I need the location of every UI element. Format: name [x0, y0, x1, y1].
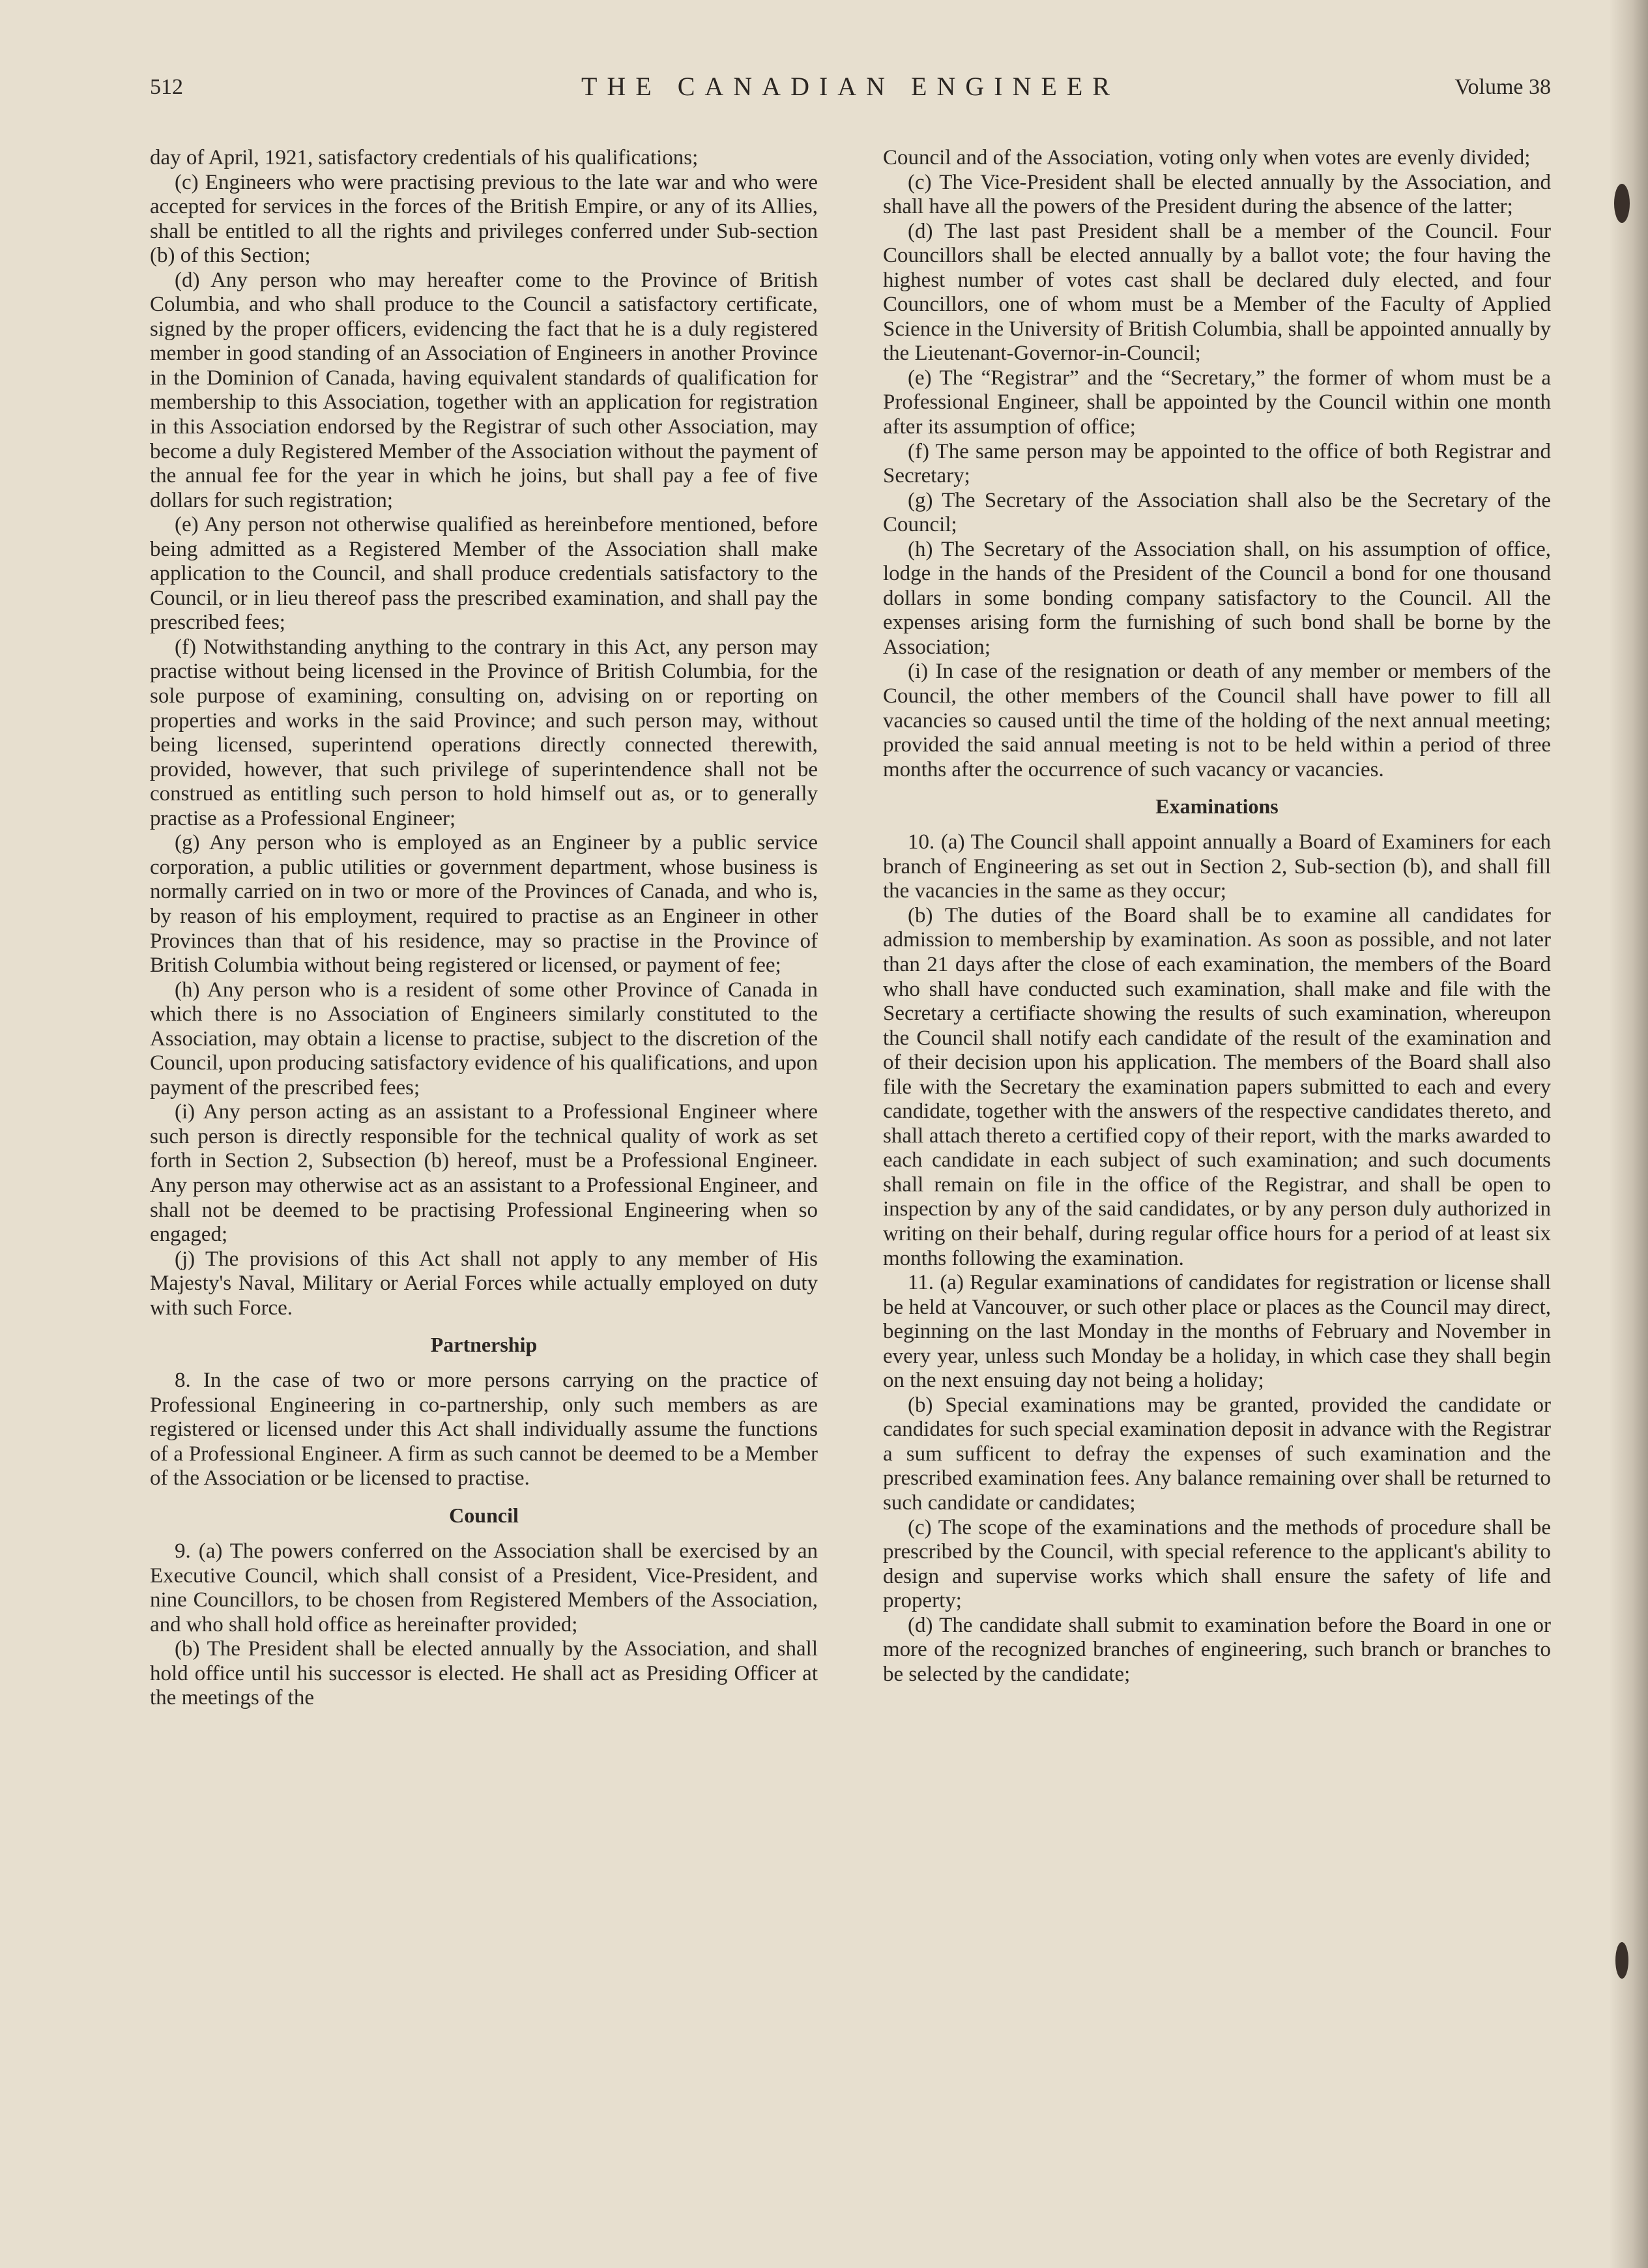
paragraph: (i) In case of the resignation or death of any member or members of the Council, the other members of the Council shall have power to fill all vacancies so caused until the time of the holding of the next annual meeting; provided the said annual meeting is not to be held within a period of three months after the occurrence of such vacancy or vacancies.: [883, 660, 1551, 781]
section-heading-examinations: Examinations: [1155, 794, 1279, 819]
right-column: [883, 146, 1551, 1687]
left-column: [150, 146, 818, 1711]
paragraph: (d) Any person who may hereafter come to the Province of British Columbia, and who shall produce to the Council a satisfactory certificate, signed by the proper officers, evidencing the fact that he is a duly registered member in good standing of an Association of Engineers in another Province in the Dominion of Canada, having equivalent standards of qualification for membership to this Association, together with an application for registration in this Association endorsed by the Registrar of such other Association, may become a duly Registered Member of the Association without the payment of the annual fee for the year in which he joins, but shall pay a fee of five dollars for such registration;: [150, 268, 818, 512]
paragraph: (b) The President shall be elected annually by the Association, and shall hold office until his successor is elected. He shall act as Presiding Officer at the meetings of the: [150, 1637, 818, 1710]
paragraph: (h) Any person who is a resident of some other Province of Canada in which there is no Association of Engineers similarly constituted to the Association, may obtain a license to practise, subject to the discretion of the Council, upon producing satisfactory evidence of his qualifications, and upon payment of the prescribed fees;: [150, 978, 818, 1099]
paragraph: Council and of the Association, voting only when votes are evenly divided;: [883, 146, 1531, 169]
paragraph: (d) The last past President shall be a member of the Council. Four Councillors shall be elected annually by a ballot vote; the four having the highest number of votes cast shall be declared duly elected, and four Councillors, one of whom must be a Member of the Faculty of Applied Science in the University of British Columbia, shall be appointed annually by the Lieutenant-Governor-in-Council;: [883, 219, 1551, 366]
paragraph: (b) The duties of the Board shall be to examine all candidates for admission to membership by examination. As soon as possible, and not later than 21 days after the close of each examination, the members of the Board who shall have conducted such examination, shall make and file with the Secretary a certifiacte showing the results of such examination, whereupon the Council shall notify each candidate of the result of the examination and of their decision upon his application. The members of the Board shall also file with the Secretary the examination papers submitted to each and every candidate, together with the answers of the respective candidates thereto, and shall attach thereto a certified copy of their report, with the marks awarded to each candidate in each subject of such examination; and such documents shall remain on file in the office of the Registrar, and shall be open to inspection by any of the said candidates, or by any person duly authorized in writing on their behalf, during regular office hours for a period of at least six months following the examination.: [883, 903, 1551, 1270]
paragraph: (f) Notwithstanding anything to the contrary in this Act, any person may practise without being licensed in the Province of British Columbia, for the sole purpose of examining, consulting on, advising on or reporting on properties and works in the said Province; and such person may, without being licensed, superintend operations directly connected therewith, provided, however, that such privilege of superintendence shall not be construed as entitling such person to hold himself out as, or to generally practise as a Professional Engineer;: [150, 635, 818, 830]
binding-hole-bottom: [1615, 1942, 1628, 1979]
volume-label: Volume 38: [1454, 75, 1551, 99]
paragraph: (g) Any person who is employed as an Engineer by a public service corporation, a public utilities or government department, whose business is normally carried on in two or more of the Provinces of Canada, and who is, by reason of his employment, required to practise as an Engineer in other Provinces than that of his residence, may so practise in the Province of British Columbia without being registered or licensed, or payment of fee;: [150, 831, 818, 978]
paragraph: (f) The same person may be appointed to the office of both Registrar and Secretary;: [883, 439, 1551, 488]
paragraph: 11. (a) Regular examinations of candidates for registration or license shall be held at Vancouver, or such other place or places as the Council may direct, beginning on the last Monday in the months of February and November in every year, unless such Monday be a holiday, in which case they shall begin on the next ensuing day not being a holiday;: [883, 1271, 1551, 1393]
paragraph: (d) The candidate shall submit to examination before the Board in one or more of the recognized branches of engineering, such branch or branches to be selected by the candidate;: [883, 1613, 1551, 1686]
page-number: 512: [150, 75, 183, 99]
binding-hole-top: [1614, 184, 1630, 223]
paragraph: (b) Special examinations may be granted, provided the candidate or candidates for such special examination deposit in advance with the Registrar a sum sufficent to defray the expenses of such examination and the prescribed examination fees. Any balance remaining over shall be returned to such candidate or candidates;: [883, 1393, 1551, 1515]
paragraph: (i) Any person acting as an assistant to a Professional Engineer where such person is directly responsible for the technical quality of work as set forth in Section 2, Subsection (b) hereof, must be a Professional Engineer. Any person may otherwise act as an assistant to a Professional Engineer, and shall not be deemed to be practising Professional Engineering when so engaged;: [150, 1100, 818, 1247]
paragraph: day of April, 1921, satisfactory credentials of his qualifications;: [150, 146, 699, 169]
section-heading-partnership: Partnership: [430, 1333, 538, 1357]
journal-title: THE CANADIAN ENGINEER: [581, 72, 1120, 101]
page-header: [150, 67, 1551, 106]
paragraph: (j) The provisions of this Act shall not apply to any member of His Majesty's Naval, Military or Aerial Forces while actually employed on duty with such Force.: [150, 1247, 818, 1320]
paragraph: (h) The Secretary of the Association shall, on his assumption of office, lodge in the hands of the President of the Council a bond for one thousand dollars in some bonding company satisfactory to the Council. All the expenses arising form the furnishing of such bond shall be borne by the Association;: [883, 537, 1551, 659]
paragraph: (e) The “Registrar” and the “Secretary,” the former of whom must be a Professional Engineer, shall be appointed by the Council within one month after its assumption of office;: [883, 366, 1551, 439]
paragraph: (c) Engineers who were practising previous to the late war and who were accepted for services in the forces of the British Empire, or any of its Allies, shall be entitled to all the rights and privileges conferred under Sub-section (b) of this Section;: [150, 170, 818, 268]
page-edge-shadow: [1609, 0, 1648, 2268]
paragraph: (e) Any person not otherwise qualified as hereinbefore mentioned, before being admitted as a Registered Member of the Association shall make application to the Council, and shall produce credentials satisfactory to the Council, or in lieu thereof pass the prescribed examination, and shall pay the prescribed fees;: [150, 513, 818, 635]
paragraph: (g) The Secretary of the Association shall also be the Secretary of the Council;: [883, 488, 1551, 537]
paragraph: (c) The Vice-President shall be elected annually by the Association, and shall have all the powers of the President during the absence of the latter;: [883, 170, 1551, 219]
section-heading-council: Council: [449, 1503, 519, 1527]
paragraph: 8. In the case of two or more persons carrying on the practice of Professional Engineering in co-partnership, only such members as are registered or licensed under this Act shall individually assume the functions of a Professional Engineer. A firm as such cannot be deemed to be a Member of the Association or be licensed to practise.: [150, 1369, 818, 1490]
paragraph: (c) The scope of the examinations and the methods of procedure shall be prescribed by the Council, with special reference to the applicant's ability to design and supervise works which shall ensure the safety of life and property;: [883, 1515, 1551, 1613]
paragraph: 9. (a) The powers conferred on the Association shall be exercised by an Executive Council, which shall consist of a President, Vice-President, and nine Councillors, to be chosen from Registered Members of the Association, and who shall hold office as hereinafter provided;: [150, 1539, 818, 1636]
paragraph: 10. (a) The Council shall appoint annually a Board of Examiners for each branch of Engineering as set out in Section 2, Sub-section (b), and shall fill the vacancies in the same as they occur;: [883, 830, 1551, 903]
